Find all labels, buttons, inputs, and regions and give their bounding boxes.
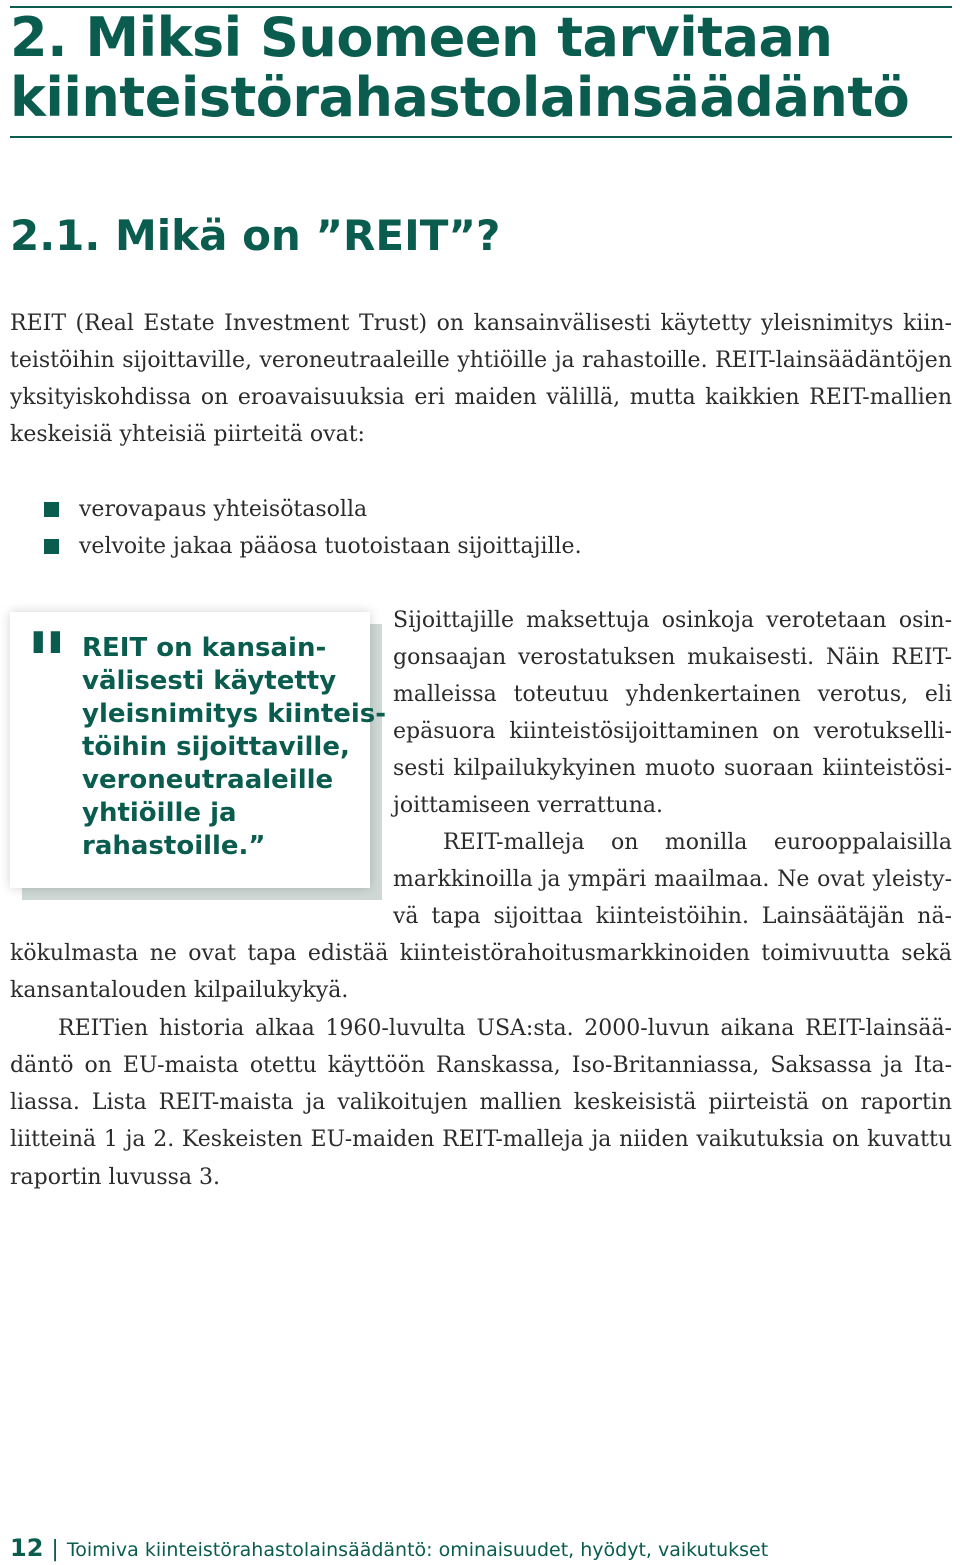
- bullet-text: verovapaus yhteisötasolla: [79, 497, 368, 522]
- quote-mark-icon: ": [26, 616, 68, 709]
- intro-line: yksityiskohdissa on eroavaisuuksia eri maiden välillä, mutta kaikkien REIT-mallien: [10, 385, 952, 410]
- body-line: kökulmasta ne ovat tapa edistää kiinteistörahoitusmarkkinoiden toimivuutta sekä: [10, 941, 952, 966]
- page-footer: [10, 1534, 768, 1562]
- pull-quote: [10, 612, 387, 888]
- bullet-text: velvoite jakaa pääosa tuotoistaan sijoittajille.: [79, 534, 582, 559]
- running-title: Toimiva kiinteistörahastolainsäädäntö: ominaisuudet, hyödyt, vaikutukset: [66, 1539, 769, 1561]
- intro-line: keskeisiä yhteisiä piirteitä ovat:: [10, 422, 365, 447]
- pull-quote-line: välisesti käytetty: [82, 666, 337, 696]
- intro-line: teistöihin sijoittaville, veroneutraaleille yhtiöille ja rahastoille. REIT-lainsäädäntöjen: [10, 348, 952, 373]
- intro-line: REIT (Real Estate Investment Trust) on kansainvälisesti käytetty yleisnimitys kiin-: [10, 311, 952, 336]
- bullet-item: [44, 491, 367, 528]
- chapter-title: [10, 6, 952, 138]
- body-line: raportin luvussa 3.: [10, 1165, 220, 1190]
- body-line: REITien historia alkaa 1960-luvulta USA:sta. 2000-luvun aikana REIT-lainsää-: [58, 1016, 952, 1041]
- body-line: epäsuora kiinteistösijoittaminen on verotukselli-: [393, 719, 952, 744]
- body-line: liassa. Lista REIT-maista ja valikoitujen mallien keskeisistä piirteistä on raportin: [10, 1090, 952, 1115]
- pull-quote-line: rahastoille.”: [82, 831, 266, 861]
- body-line: kansantalouden kilpailukykyä.: [10, 978, 349, 1003]
- body-line: malleissa toteutuu yhdenkertainen verotus, eli: [393, 682, 952, 707]
- section-heading: 2.1. Mikä on ”REIT”?: [10, 211, 501, 260]
- body-line: Sijoittajille maksettuja osinkoja verotetaan osin-: [393, 608, 952, 633]
- square-bullet-icon: [44, 539, 59, 554]
- body-line: REIT-malleja on monilla eurooppalaisilla: [443, 830, 952, 855]
- body-line: joittamiseen verrattuna.: [393, 793, 664, 818]
- bullet-item: [44, 528, 582, 565]
- chapter-title-line-2: kiinteistörahastolainsäädäntö: [10, 66, 910, 129]
- chapter-title-line-1: 2. Miksi Suomeen tarvitaan: [10, 6, 833, 69]
- pull-quote-line: yleisnimitys kiinteis-: [82, 699, 387, 729]
- body-line: vä tapa sijoittaa kiinteistöihin. Lainsäätäjän nä-: [393, 904, 952, 929]
- body-line: liitteinä 1 ja 2. Keskeisten EU-maiden REIT-malleja ja niiden vaikutuksia on kuvattu: [10, 1127, 952, 1152]
- page-number: 12: [10, 1534, 44, 1562]
- pull-quote-line: veroneutraaleille: [82, 765, 334, 795]
- body-line: gonsaajan verostatuksen mukaisesti. Näin REIT-: [393, 645, 952, 670]
- body-line: däntö on EU-maista otettu käyttöön Ranskassa, Iso-Britanniassa, Saksassa ja Ita-: [10, 1053, 952, 1078]
- square-bullet-icon: [44, 502, 59, 517]
- body-line: markkinoilla ja ympäri maailmaa. Ne ovat yleisty-: [393, 867, 952, 892]
- pull-quote-line: töihin sijoittaville,: [82, 732, 350, 762]
- pull-quote-line: REIT on kansain-: [82, 633, 327, 663]
- footer-separator: |: [51, 1537, 59, 1562]
- body-line: sesti kilpailukykyinen muoto suoraan kiinteistösi-: [393, 756, 952, 781]
- pull-quote-line: yhtiöille ja: [82, 798, 237, 828]
